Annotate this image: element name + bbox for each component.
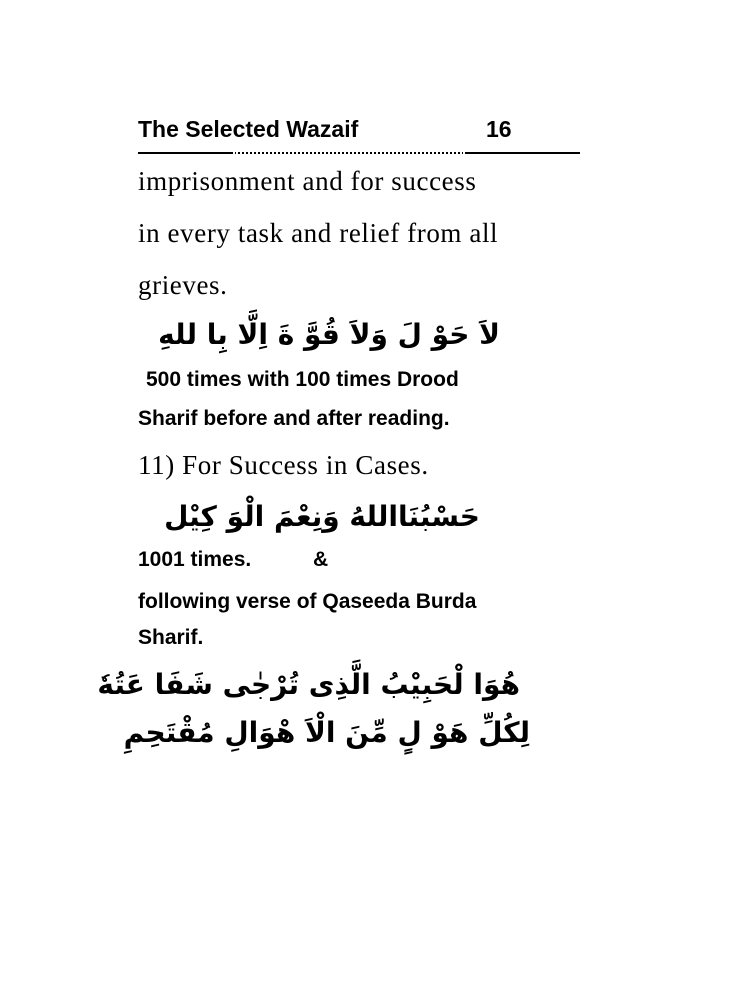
body-line-2: in every task and relief from all bbox=[138, 218, 499, 248]
body-line-3: grieves. bbox=[138, 270, 228, 300]
instruction-2-line-3: Sharif. bbox=[138, 626, 204, 649]
ampersand: & bbox=[313, 548, 329, 571]
body-line-1: imprisonment and for success bbox=[138, 166, 477, 196]
section-heading-11: 11) For Success in Cases. bbox=[138, 450, 429, 480]
arabic-invocation-1: لاَ حَوْ لَ وَلاَ قُوَّ ةَ اِلَّا بِا للهِ bbox=[158, 318, 500, 351]
arabic-invocation-2: حَسْبُنَااللهُ وَنِعْمَ الْوَ كِيْل bbox=[164, 500, 480, 533]
arabic-verse-line-2: لِكُلِّ هَوْ لٍ مِّنَ الْاَ هْوَالِ مُقْتَحِمِ bbox=[123, 716, 530, 749]
instruction-2-line-2: following verse of Qaseeda Burda bbox=[138, 590, 477, 613]
arabic-verse-line-1: هُوَا لْحَبِيْبُ الَّذِى تُرْجٰى شَفَا عَتُهٗ bbox=[97, 668, 520, 701]
book-title: The Selected Wazaif bbox=[138, 116, 359, 142]
page-number: 16 bbox=[486, 116, 512, 142]
instruction-1-line-2: Sharif before and after reading. bbox=[138, 407, 450, 430]
page-header bbox=[138, 114, 580, 154]
instruction-2-count: 1001 times. bbox=[138, 548, 252, 571]
instruction-1-line-1: 500 times with 100 times Drood bbox=[146, 368, 459, 391]
header-rule-dots bbox=[233, 152, 465, 154]
